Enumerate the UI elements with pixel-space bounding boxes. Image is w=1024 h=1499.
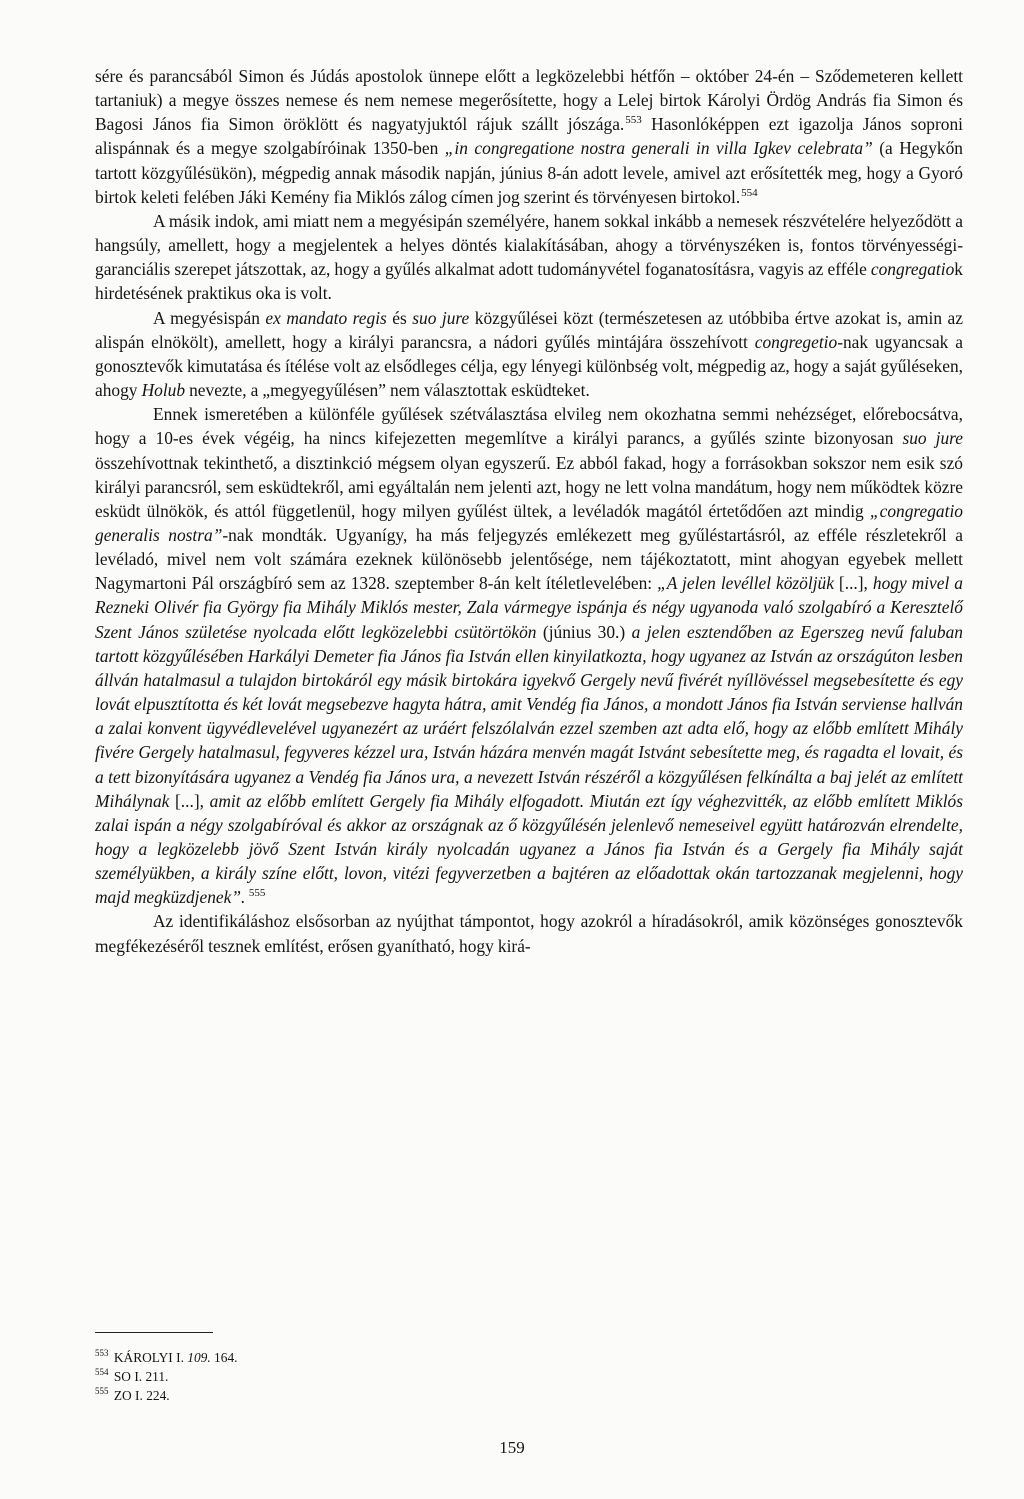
text-span: A másik indok, ami miatt nem a megyésipán személyére, hanem sokkal inkább a nemesek részvételére helyeződött a hangsúly, amellett, hogy a megjelentek a helyes döntés kialakításában, ahogy a törvényszéken is, fontos törvényességi-garanciális szerepet játszottak, az, hogy a gyűlés alkalmat adott tudományvétel foganatosításra, vagyis az efféle xyxy=(95,210,963,280)
page-number: 159 xyxy=(499,1438,525,1457)
italic-text-span: Holub xyxy=(141,380,186,401)
italic-text-span: „in congregatione nostra generali in villa Igkev celebrata” xyxy=(444,138,873,159)
footnotes xyxy=(95,1348,595,1405)
footnote-number: 554 xyxy=(95,1367,109,1377)
italic-text-span: congregatio xyxy=(870,259,955,280)
footnote-reference: 555 xyxy=(246,887,266,900)
footnote-separator-rule xyxy=(95,1332,213,1333)
text-span: és xyxy=(386,307,413,328)
text-span: (a Hegykőn tartott közgyűlésükön), mégpedig annak második napján, június 8-án adott levele, amivel azt erősítették meg, hogy a Gyoró birtok keleti felében Jáki Kemény fia Miklós zálog címen jog szerint és törvényesen birtokol. xyxy=(95,138,963,207)
footnote-text: KÁROLYI I. xyxy=(110,1350,188,1365)
italic-text-span: congregetio xyxy=(754,331,838,352)
text-span: A megyésispán xyxy=(153,307,266,328)
footnote-number: 555 xyxy=(95,1386,109,1396)
text-span: -nak ugyancsak a gonosztevők kimutatása és ítélése volt az elsődleges célja, egy lényegi különbség volt, mégpedig az, hogy a saját gyűléseken, ahogy xyxy=(95,331,963,401)
italic-text-span: hogy mivel a Rezneki Olivér fia György fia Mihály Miklós mester, Zala vármegye ispánja és négy ugyanoda való szolgabíró a Keresztelő Szent János születése nyolcada előtt legközelebbi csütörtökön xyxy=(95,573,963,642)
footnote-reference: 553 xyxy=(625,114,642,127)
paragraph xyxy=(95,64,963,209)
text-span: k hirdetésének praktikus oka is volt. xyxy=(95,259,963,304)
text-span: -nak mondták. Ugyanígy, ha más feljegyzés emlékezett meg gyűléstartásról, az efféle részletekről a levéladó, mivel nem volt számára ezeknek különösebb jelentősége, nem tájékoztatott, mint ahogyan egyebek mellett Nagymartoni Pál országbíró sem az 1328. szeptember 8-án kelt ítéletlevelében: xyxy=(95,524,963,594)
text-span: [...], xyxy=(833,573,873,594)
text-span: Az identifikáláshoz elsősorban az nyújthat támpontot, hogy azokról a híradásokról, amik közönséges gonosztevők megfékezéséről tesznek említést, erősen gyanítható, hogy kirá- xyxy=(95,911,963,956)
footnote-text: SO I. 211. xyxy=(110,1369,169,1384)
italic-text-span: amit az előbb említett Gergely fia Mihály elfogadott. Miután ezt így véghezvitték, az előbb említett Miklós zalai ispán a négy szolgabíróval és akkor az országnak az ő közgyűlésén jelenlevő nemeseivel együtt határozván elrendelte, hogy a legközelebb jövő Szent István király nyolcadán ugyanez a János fia István és a Gergely fia Mihály saját személyükben, a király színe előtt, lovon, vitézi fegyverzetben a bajtéren az előadottak okán tartozzanak megjelenni, hogy majd megküzdjenek”. xyxy=(95,790,963,908)
paragraph xyxy=(95,402,963,909)
footnote-item xyxy=(95,1386,595,1405)
italic-text-span: suo jure xyxy=(412,307,470,328)
italic-text-span: a jelen esztendőben az Egerszeg nevű faluban tartott közgyűlésében Harkályi Demeter fia János fia István ellen kinyilatkozta, hogy ugyanez az István az országúton lesben állván hatalmasul a tulajdon birtokáról egy másik birtokára igyekvő Gergely nevű fivérét nyíllövéssel megsebesítette és egy lovát elpusztította és két lovát megsebezve hagyta hátra, amit Vendég fia János, a mondott János fia István serviense hallván a zalai konvent ügyvédlevelével ugyanezért az uráért felszólalván ezzel szemben azt adta elő, hogy az előbb említett Mihály fivére Gergely hatalmasul, fegyveres kézzel ura, István házára menvén magát Istvánt sebesítette meg, és ragadta el lovait, és a tett bizonyítására ugyanez a Vendég fia János ura, a nevezett István részéről a közgyűlésen felkínálta a baj jelét az említett Mihálynak xyxy=(95,621,964,811)
italic-text-span: „congregatio generalis nostra” xyxy=(95,500,963,545)
paragraph xyxy=(95,209,963,306)
text-span: [...], xyxy=(169,790,210,811)
footnote-item xyxy=(95,1348,595,1367)
paragraph xyxy=(95,306,963,403)
main-body-text xyxy=(95,64,963,958)
footnote-italic-span: 109. xyxy=(187,1350,211,1365)
text-span: összehívottnak tekinthető, a disztinkció mégsem olyan egyszerű. Ez abból fakad, hogy a forrásokban sokszor nem esik szó királyi parancsról, sem esküdtekről, ami egyáltalán nem jelenti azt, hogy ne lett volna mandátum, hogy nem működtek közre esküdt ülnökök, és attól függetlenül, hogy milyen gyűlést ültek, a levéladók magától értetődően azt mindig xyxy=(95,452,963,521)
text-span: közgyűlései közt (természetesen az utóbbiba értve azokat is, amin az alispán elnökölt), amellett, hogy a királyi parancsra, a nádori gyűlés mintájára összehívott xyxy=(95,307,963,352)
footnote-text: 164. xyxy=(210,1350,238,1365)
text-span: Ennek ismeretében a különféle gyűlések szétválasztása elvileg nem okozhatna semmi nehézséget, előrebocsátva, hogy a 10-es évek végéig, ha nincs kifejezetten megemlítve a királyi parancs, a gyűlés szinte bizonyosan xyxy=(95,404,963,449)
footnote-item xyxy=(95,1367,595,1386)
paragraph xyxy=(95,909,963,957)
text-span: nevezte, a „megyegyűlésen” nem választottak esküdteket. xyxy=(185,380,590,401)
footnote-reference: 554 xyxy=(741,186,758,199)
italic-text-span: ex mandato regis xyxy=(265,307,387,328)
footnote-number: 553 xyxy=(95,1348,109,1358)
text-span: sére és parancsából Simon és Júdás apostolok ünnepe előtt a legközelebbi hétfőn – október 24-én – Sződemeteren kellett tartaniuk) a megye összes nemese és nem nemese megerősítette, hogy a Lelej birtok Károlyi Ördög András fia Simon és Bagosi János fia Simon öröklött és nagyatyjuktól rájuk szállt jószága. xyxy=(95,66,963,135)
text-span: Hasonlóképpen ezt igazolja János soproni alispánnak és a megye szolgabíróinak 1350-ben xyxy=(95,114,963,159)
italic-text-span: suo jure xyxy=(902,428,963,449)
footnote-text: ZO I. 224. xyxy=(110,1388,170,1403)
italic-text-span: „A jelen levéllel közöljük xyxy=(657,573,834,594)
text-span: (június 30.) xyxy=(536,621,632,642)
